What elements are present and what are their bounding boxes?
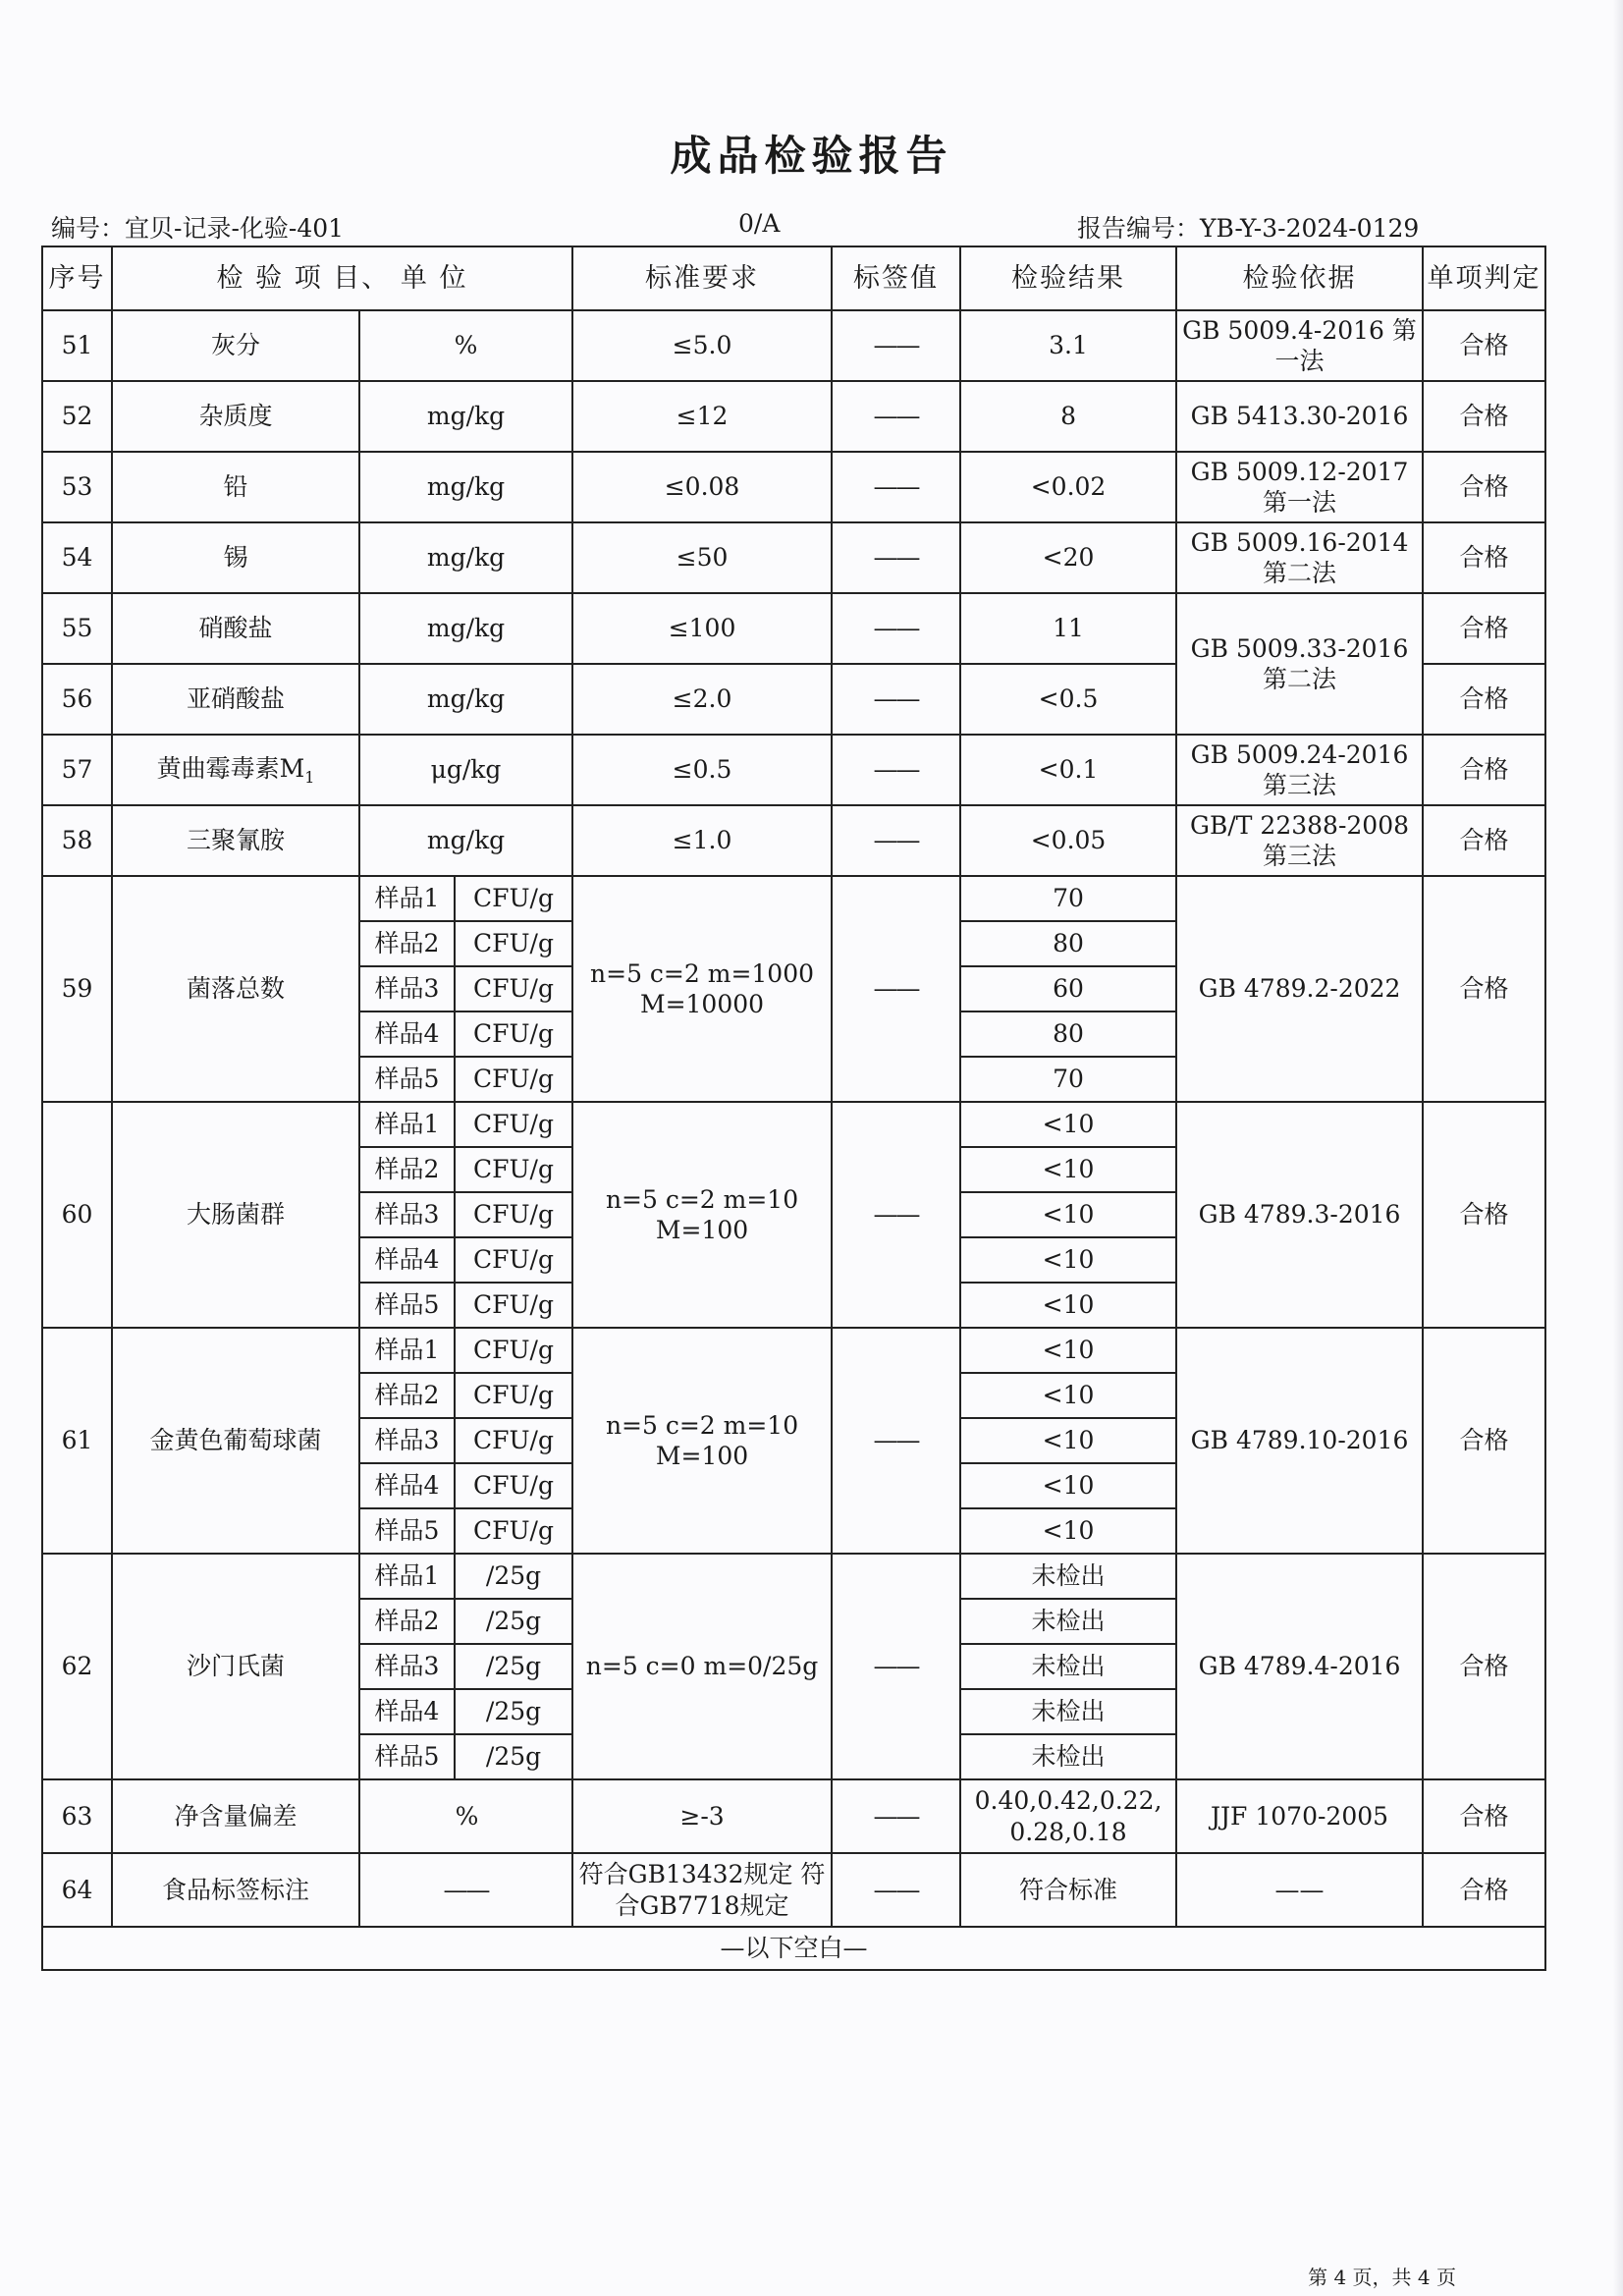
sample-unit: CFU/g [455, 1418, 572, 1463]
row-verdict: 合格 [1423, 522, 1545, 593]
sample-unit: CFU/g [455, 1192, 572, 1237]
sample-result: <10 [960, 1102, 1176, 1147]
sample-name: 样品2 [359, 1373, 455, 1418]
col-label-header: 标签值 [832, 246, 960, 310]
sample-name: 样品1 [359, 1554, 455, 1599]
sample-result: <10 [960, 1283, 1176, 1328]
sample-name: 样品3 [359, 1644, 455, 1689]
sample-result: <10 [960, 1147, 1176, 1192]
row-item: 净含量偏差 [112, 1779, 359, 1853]
row-verdict: 合格 [1423, 593, 1545, 664]
row-basis: GB/T 22388-2008 第三法 [1176, 805, 1423, 876]
row-seq: 54 [42, 522, 112, 593]
sample-row [42, 1328, 1545, 1373]
row-item [112, 522, 359, 593]
sample-result: <10 [960, 1508, 1176, 1554]
table-row [42, 593, 1545, 664]
row-standard: ≤50 [572, 522, 832, 593]
table-row [42, 735, 1545, 805]
row-standard: ≤100 [572, 593, 832, 664]
row-result: 3.1 [960, 310, 1176, 381]
row-unit: mg/kg [359, 593, 572, 664]
row-item: 沙门氏菌 [112, 1554, 359, 1779]
sample-result: 80 [960, 1011, 1176, 1057]
sample-name: 样品5 [359, 1508, 455, 1554]
row-label-value: —— [832, 735, 960, 805]
table-row [42, 805, 1545, 876]
sample-unit: CFU/g [455, 1463, 572, 1508]
row-seq: 51 [42, 310, 112, 381]
sample-name: 样品5 [359, 1734, 455, 1779]
row-basis: GB 4789.4-2016 [1176, 1554, 1423, 1779]
row-item: 金黄色葡萄球菌 [112, 1328, 359, 1554]
sample-result: <10 [960, 1418, 1176, 1463]
sample-unit: CFU/g [455, 966, 572, 1011]
row-item [112, 735, 359, 805]
row-verdict: 合格 [1423, 1554, 1545, 1779]
col-basis-header: 检验依据 [1176, 246, 1423, 310]
row-result: <0.5 [960, 664, 1176, 735]
row-seq: 53 [42, 452, 112, 522]
table-row [42, 1853, 1545, 1927]
row-item [112, 593, 359, 664]
sample-name: 样品1 [359, 876, 455, 921]
row-item-name: 杂质度 [198, 402, 273, 431]
sample-unit: CFU/g [455, 876, 572, 921]
row-item-name: 黄曲霉毒素M [156, 753, 305, 783]
row-unit: mg/kg [359, 381, 572, 452]
page-footer: 第 4 页，共 4 页 [1308, 2266, 1456, 2289]
sample-result: <10 [960, 1373, 1176, 1418]
sample-name: 样品1 [359, 1102, 455, 1147]
end-note: —以下空白— [42, 1927, 1545, 1970]
row-seq: 61 [42, 1328, 112, 1554]
row-result: 0.40,0.42,0.22, 0.28,0.18 [960, 1779, 1176, 1853]
table-header-row [42, 246, 1545, 310]
row-label-value: —— [832, 805, 960, 876]
sample-name: 样品2 [359, 1599, 455, 1644]
sample-unit: CFU/g [455, 1011, 572, 1057]
row-unit: % [359, 1779, 572, 1853]
sample-name: 样品3 [359, 1192, 455, 1237]
row-verdict: 合格 [1423, 1102, 1545, 1328]
sample-row [42, 876, 1545, 921]
sample-name: 样品1 [359, 1328, 455, 1373]
row-basis: GB 5009.33-2016 第二法 [1176, 593, 1423, 735]
row-standard: ≤2.0 [572, 664, 832, 735]
row-unit: —— [359, 1853, 572, 1927]
row-label-value: —— [832, 1853, 960, 1927]
row-verdict: 合格 [1423, 805, 1545, 876]
sample-unit: /25g [455, 1644, 572, 1689]
row-item-name: 铅 [223, 472, 248, 502]
row-seq: 59 [42, 876, 112, 1102]
row-standard: ≤0.08 [572, 452, 832, 522]
sample-unit: CFU/g [455, 1373, 572, 1418]
row-seq: 64 [42, 1853, 112, 1927]
row-seq: 52 [42, 381, 112, 452]
row-verdict: 合格 [1423, 310, 1545, 381]
sample-name: 样品4 [359, 1689, 455, 1734]
row-result: 8 [960, 381, 1176, 452]
sample-result: 未检出 [960, 1599, 1176, 1644]
sample-unit: CFU/g [455, 1283, 572, 1328]
row-item-name: 灰分 [210, 331, 260, 360]
sample-unit: /25g [455, 1599, 572, 1644]
row-result: <0.1 [960, 735, 1176, 805]
row-item: 菌落总数 [112, 876, 359, 1102]
row-standard: n=5 c=0 m=0/25g [572, 1554, 832, 1779]
row-basis: GB 5413.30-2016 [1176, 381, 1423, 452]
table-end-row [42, 1927, 1545, 1970]
col-seq-header: 序号 [42, 246, 112, 310]
sample-unit: CFU/g [455, 1328, 572, 1373]
row-standard: n=5 c=2 m=10 M=100 [572, 1328, 832, 1554]
row-standard: 符合GB13432规定 符合GB7718规定 [572, 1853, 832, 1927]
row-seq: 58 [42, 805, 112, 876]
row-basis: GB 5009.12-2017 第一法 [1176, 452, 1423, 522]
row-label-value: —— [832, 1554, 960, 1779]
sample-unit: CFU/g [455, 1057, 572, 1102]
row-label-value: —— [832, 381, 960, 452]
row-basis: GB 5009.4-2016 第一法 [1176, 310, 1423, 381]
row-basis: GB 5009.24-2016 第三法 [1176, 735, 1423, 805]
row-result: 符合标准 [960, 1853, 1176, 1927]
row-seq: 57 [42, 735, 112, 805]
row-unit: mg/kg [359, 452, 572, 522]
sample-unit: /25g [455, 1554, 572, 1599]
row-basis: GB 4789.3-2016 [1176, 1102, 1423, 1328]
sample-result: 未检出 [960, 1644, 1176, 1689]
row-label-value: —— [832, 1102, 960, 1328]
sample-unit: CFU/g [455, 1147, 572, 1192]
row-item: 大肠菌群 [112, 1102, 359, 1328]
table-row [42, 1779, 1545, 1853]
row-item [112, 381, 359, 452]
row-label-value: —— [832, 310, 960, 381]
sample-result: 60 [960, 966, 1176, 1011]
row-result: 11 [960, 593, 1176, 664]
sample-result: 70 [960, 1057, 1176, 1102]
row-verdict: 合格 [1423, 664, 1545, 735]
row-item [112, 452, 359, 522]
sample-name: 样品2 [359, 1147, 455, 1192]
row-label-value: —— [832, 1328, 960, 1554]
sample-name: 样品3 [359, 966, 455, 1011]
sample-unit: CFU/g [455, 921, 572, 966]
sample-row [42, 1102, 1545, 1147]
sample-unit: CFU/g [455, 1508, 572, 1554]
sample-result: 80 [960, 921, 1176, 966]
table-row [42, 310, 1545, 381]
row-basis: JJF 1070-2005 [1176, 1779, 1423, 1853]
row-seq: 56 [42, 664, 112, 735]
scan-edge [1613, 0, 1623, 2296]
row-seq: 63 [42, 1779, 112, 1853]
sample-name: 样品4 [359, 1463, 455, 1508]
sample-name: 样品4 [359, 1237, 455, 1283]
doc-number: 编号：宜贝-记录-化验-401 [51, 214, 345, 243]
row-result: <0.05 [960, 805, 1176, 876]
report-title: 成品检验报告 [670, 132, 953, 180]
sample-name: 样品3 [359, 1418, 455, 1463]
row-item: 食品标签标注 [112, 1853, 359, 1927]
row-item-name: 锡 [223, 543, 248, 573]
row-item [112, 805, 359, 876]
sample-name: 样品5 [359, 1057, 455, 1102]
row-standard: ≤0.5 [572, 735, 832, 805]
col-verdict-header: 单项判定 [1423, 246, 1545, 310]
sample-row [42, 1554, 1545, 1599]
row-unit: μg/kg [359, 735, 572, 805]
row-seq: 55 [42, 593, 112, 664]
sample-name: 样品5 [359, 1283, 455, 1328]
sample-result: 未检出 [960, 1689, 1176, 1734]
table-row [42, 452, 1545, 522]
row-verdict: 合格 [1423, 876, 1545, 1102]
row-item-subscript: 1 [304, 767, 315, 787]
doc-version: 0/A [738, 209, 781, 238]
row-standard: ≤5.0 [572, 310, 832, 381]
row-label-value: —— [832, 522, 960, 593]
sample-result: <10 [960, 1237, 1176, 1283]
row-basis: GB 4789.2-2022 [1176, 876, 1423, 1102]
sample-unit: CFU/g [455, 1237, 572, 1283]
sample-result: <10 [960, 1463, 1176, 1508]
row-label-value: —— [832, 593, 960, 664]
row-label-value: —— [832, 876, 960, 1102]
row-unit: mg/kg [359, 522, 572, 593]
row-result: <20 [960, 522, 1176, 593]
row-basis: —— [1176, 1853, 1423, 1927]
row-item [112, 310, 359, 381]
row-unit: % [359, 310, 572, 381]
row-standard: n=5 c=2 m=10 M=100 [572, 1102, 832, 1328]
row-verdict: 合格 [1423, 452, 1545, 522]
row-verdict: 合格 [1423, 1853, 1545, 1927]
sample-result: 70 [960, 876, 1176, 921]
sample-name: 样品2 [359, 921, 455, 966]
row-seq: 60 [42, 1102, 112, 1328]
sample-result: 未检出 [960, 1734, 1176, 1779]
row-verdict: 合格 [1423, 1779, 1545, 1853]
sample-result: <10 [960, 1192, 1176, 1237]
col-result-header: 检验结果 [960, 246, 1176, 310]
row-verdict: 合格 [1423, 735, 1545, 805]
sample-unit: /25g [455, 1734, 572, 1779]
row-unit: mg/kg [359, 805, 572, 876]
row-unit: mg/kg [359, 664, 572, 735]
row-standard: ≤12 [572, 381, 832, 452]
sample-unit: /25g [455, 1689, 572, 1734]
col-item-unit-header: 检 验 项 目、 单 位 [112, 246, 572, 310]
row-basis: GB 5009.16-2014 第二法 [1176, 522, 1423, 593]
row-label-value: —— [832, 452, 960, 522]
row-seq: 62 [42, 1554, 112, 1779]
row-verdict: 合格 [1423, 1328, 1545, 1554]
col-standard-header: 标准要求 [572, 246, 832, 310]
sample-unit: CFU/g [455, 1102, 572, 1147]
sample-result: <10 [960, 1328, 1176, 1373]
inspection-table [41, 246, 1546, 1971]
row-item [112, 664, 359, 735]
sample-name: 样品4 [359, 1011, 455, 1057]
row-label-value: —— [832, 1779, 960, 1853]
row-basis: GB 4789.10-2016 [1176, 1328, 1423, 1554]
row-result: <0.02 [960, 452, 1176, 522]
report-number: 报告编号：YB-Y-3-2024-0129 [1077, 214, 1420, 243]
row-standard: ≤1.0 [572, 805, 832, 876]
row-label-value: —— [832, 664, 960, 735]
table-row [42, 522, 1545, 593]
row-standard: ≥-3 [572, 1779, 832, 1853]
sample-result: 未检出 [960, 1554, 1176, 1599]
row-verdict: 合格 [1423, 381, 1545, 452]
row-item-name: 硝酸盐 [198, 614, 273, 643]
table-row [42, 381, 1545, 452]
row-item-name: 三聚氰胺 [186, 826, 285, 855]
row-item-name: 亚硝酸盐 [186, 684, 285, 714]
row-standard: n=5 c=2 m=1000 M=10000 [572, 876, 832, 1102]
